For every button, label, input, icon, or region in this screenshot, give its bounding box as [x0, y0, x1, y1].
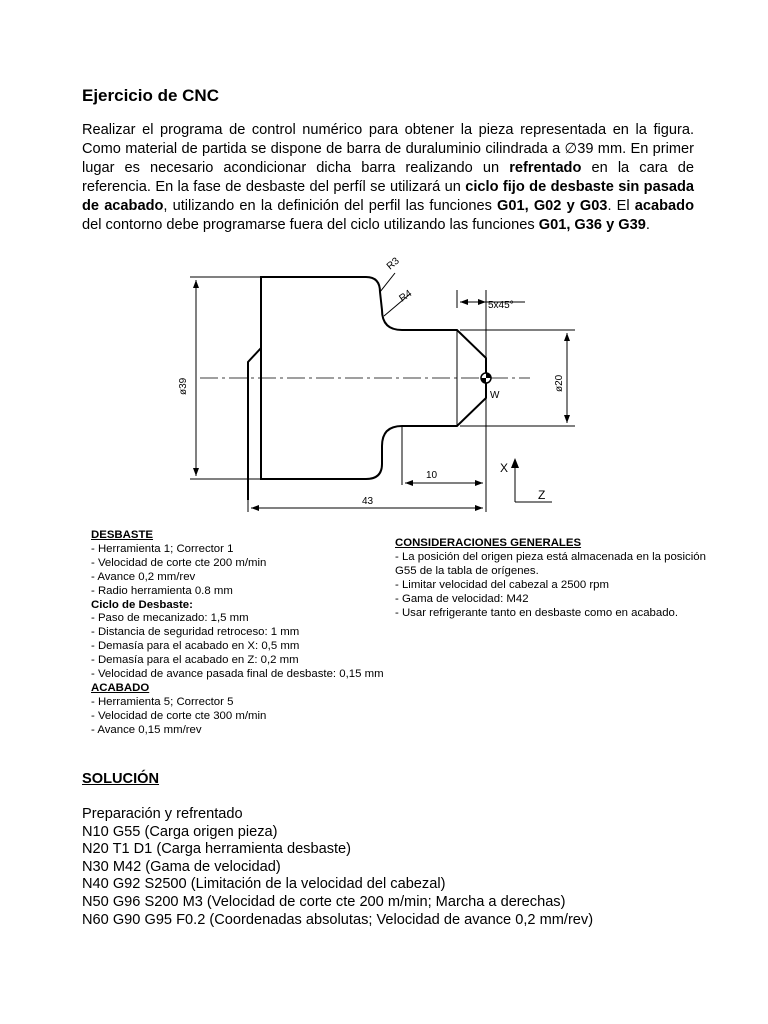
label-dim43: 43: [362, 496, 374, 507]
cycle-item: - Distancia de seguridad retroceso: 1 mm: [91, 626, 300, 639]
intro-paragraph: [82, 121, 694, 235]
solucion-heading: SOLUCIÓN: [82, 771, 160, 787]
intro-bold-run: acabado: [634, 198, 695, 214]
consideraciones-heading: CONSIDERACIONES GENERALES: [395, 537, 582, 549]
cycle-heading: Ciclo de Desbaste:: [91, 598, 193, 611]
cycle-item: - Paso de mecanizado: 1,5 mm: [91, 612, 249, 625]
intro-bold-run: ciclo fijo de desbaste sin pasada de acabado: [82, 179, 694, 214]
label-chamfer: 5x45°: [488, 300, 514, 311]
code-line: N30 M42 (Gama de velocidad): [82, 858, 281, 875]
code-line: N10 G55 (Carga origen pieza): [82, 823, 278, 840]
label-w: W: [490, 390, 500, 401]
intro-bold-run: G01, G36 y G39: [538, 217, 646, 233]
code-line: N40 G92 S2500 (Limitación de la velocidad del cabezal): [82, 876, 446, 893]
consideraciones-item: - Limitar velocidad del cabezal a 2500 rpm: [395, 578, 610, 591]
intro-text-run: , utilizando en la definición del perfil las funciones: [163, 198, 498, 214]
consideraciones-item: - La posición del origen pieza está almacenada en la posición G55 de la tabla de orígenes.: [395, 550, 706, 577]
desbaste-section: [91, 529, 411, 738]
label-dim10: 10: [426, 470, 438, 481]
intro-bold-run: refrentado: [509, 160, 582, 176]
intro-bold-run: G01, G02 y G03: [497, 198, 608, 214]
desbaste-item: - Radio herramienta 0.8 mm: [91, 584, 233, 597]
label-axis-z: Z: [538, 488, 546, 502]
acabado-item: - Velocidad de corte cte 300 m/min: [91, 709, 267, 722]
code-line: N60 G90 G95 F0.2 (Coordenadas absolutas; Velocidad de avance 0,2 mm/rev): [82, 911, 594, 928]
cycle-item: - Velocidad de avance pasada final de desbaste: 0,15 mm: [91, 668, 384, 681]
page-title: Ejercicio de CNC: [82, 86, 219, 105]
acabado-item: - Avance 0,15 mm/rev: [91, 723, 202, 736]
code-line: N20 T1 D1 (Carga herramienta desbaste): [82, 841, 352, 858]
intro-text-run: .: [645, 217, 650, 233]
label-r4: R4: [397, 288, 415, 305]
cycle-item: - Demasía para el acabado en X: 0,5 mm: [91, 640, 300, 653]
label-dia20: ø20: [554, 374, 565, 392]
desbaste-heading: DESBASTE: [91, 529, 154, 541]
solucion-code: [82, 806, 593, 929]
acabado-heading: ACABADO: [91, 681, 150, 694]
cycle-item: - Demasía para el acabado en Z: 0,2 mm: [91, 654, 299, 667]
part-step: [248, 277, 261, 500]
intro-text-run: en la cara de referencia. En la fase de desbaste del perfíl se utilizará un: [82, 160, 694, 195]
intro-text-run: . El: [607, 198, 635, 214]
desbaste-item: - Velocidad de corte cte 200 m/min: [91, 556, 267, 569]
consideraciones-item: - Gama de velocidad: M42: [395, 592, 529, 605]
label-r3: R3: [384, 255, 402, 273]
intro-text-run: Realizar el programa de control numérico para obtener la pieza representada en la figura. Como material de partida se dispone de barra de duraluminio cilindrada a ∅39 mm. En primer lugar es necesario acondicionar dicha barra realizando un: [82, 122, 694, 176]
intro-text-run: del contorno debe programarse fuera del ciclo utilizando las funciones: [82, 217, 539, 233]
code-line: N50 G96 S200 M3 (Velocidad de corte cte 200 m/min; Marcha a derechas): [82, 893, 566, 910]
consideraciones-section: [395, 537, 725, 620]
consideraciones-item: - Usar refrigerante tanto en desbaste como en acabado.: [395, 606, 679, 619]
solucion-subheading: Preparación y refrentado: [82, 806, 243, 822]
acabado-item: - Herramienta 5; Corrector 5: [91, 695, 234, 708]
label-dia39: ø39: [178, 377, 189, 395]
part-drawing: [170, 250, 590, 520]
label-axis-x: X: [500, 461, 509, 475]
desbaste-item: - Avance 0,2 mm/rev: [91, 570, 196, 583]
desbaste-item: - Herramienta 1; Corrector 1: [91, 542, 234, 555]
